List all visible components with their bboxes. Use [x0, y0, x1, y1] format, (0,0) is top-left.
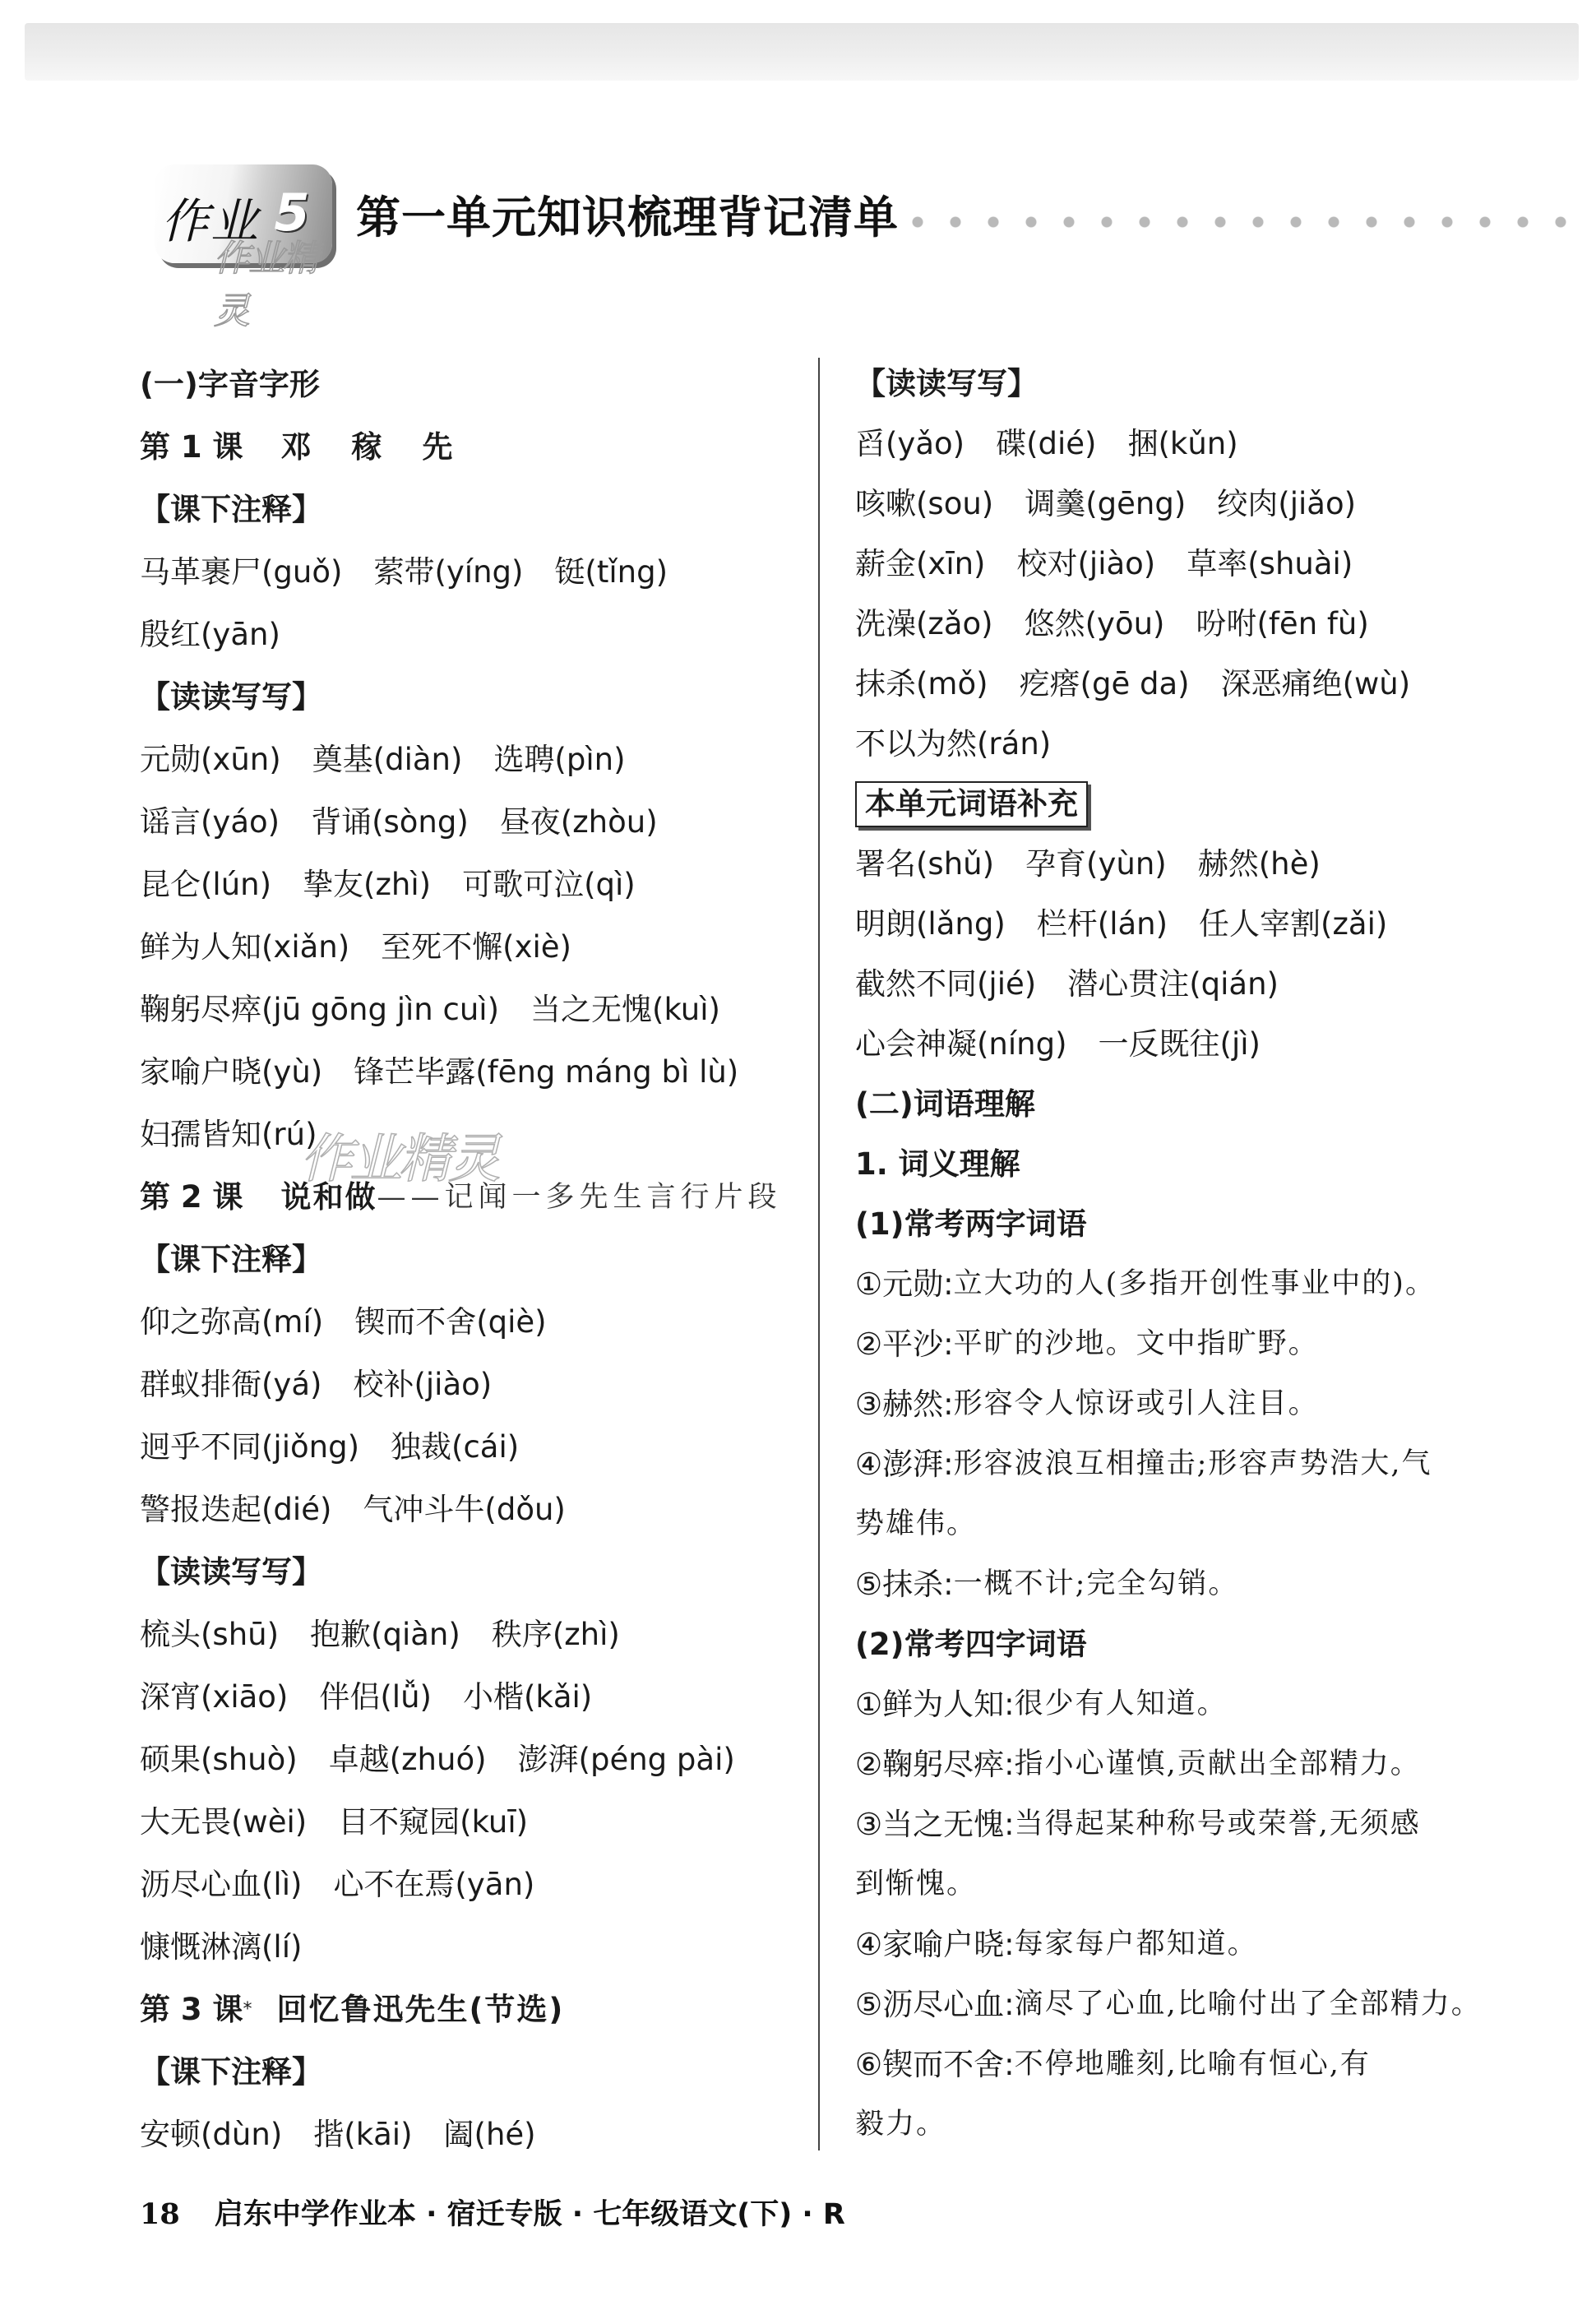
vocab-entry: 铤(tǐng): [554, 554, 668, 590]
definition-row: [855, 1254, 1513, 1314]
definition-text: 指小心谨慎,贡献出全部精力。: [1014, 1748, 1421, 1780]
definition-text: 势雄伟。: [855, 1507, 978, 1540]
right-column: [855, 354, 1513, 2155]
vocab-entry: 孕育(yùn): [1025, 846, 1167, 882]
definition-row: [855, 2035, 1513, 2095]
vocab-row: [140, 729, 822, 791]
vocab-entry: 吩咐(fēn fù): [1196, 606, 1369, 641]
definition-term: ②平沙:: [855, 1326, 954, 1362]
footer-book-title: 启东中学作业本 · 宿迁专版 · 七年级语文(下) · R: [214, 2198, 845, 2231]
badge-number: 5: [274, 183, 310, 243]
definition-text: 到惭愧。: [855, 1868, 978, 1900]
vocab-entry: 挚友(zhì): [303, 867, 432, 902]
vocab-entry: 群蚁排衙(yá): [140, 1367, 322, 1402]
vocab-entry: 鲜为人知(xiǎn): [140, 929, 350, 965]
vocab-entry: 谣言(yáo): [140, 804, 280, 840]
vocab-entry: 疙瘩(gē da): [1019, 666, 1190, 701]
definition-text: 每家每户都知道。: [1014, 1928, 1258, 1960]
vocab-row: [855, 474, 1513, 534]
vocab-entry: 任人宰割(zǎi): [1199, 906, 1388, 942]
page-number: 18: [140, 2197, 180, 2231]
vocab-entry: 揩(kāi): [313, 2117, 413, 2152]
vocab-entry: 澎湃(péng pài): [517, 1742, 735, 1777]
vocab-row: [140, 541, 822, 604]
vocab-entry: 当之无愧(kuì): [530, 992, 720, 1027]
vocab-entry: 马革裹尸(guǒ): [140, 554, 343, 590]
badge-word: 作业: [161, 193, 261, 249]
definition-text: 当得起某种称号或荣誉,无须感: [1014, 1808, 1421, 1840]
vocab-entry: 家喻户晓(yù): [140, 1054, 323, 1090]
vocab-entry: 昆仑(lún): [140, 867, 272, 902]
definition-term: ①元勋:: [855, 1266, 954, 1302]
subsection-label: 【读读写写】: [140, 679, 322, 715]
vocab-entry: 鞠躬尽瘁(jū gōng jìn cuì): [140, 992, 500, 1027]
subsection-title-line: [855, 1614, 1513, 1674]
vocab-entry: 仰之弥高(mí): [140, 1304, 324, 1340]
definition-row-cont: [855, 1494, 1513, 1554]
vocab-entry: 奠基(diàn): [312, 742, 463, 777]
subsection-label-line: [140, 479, 822, 541]
vocab-entry: 殷红(yān): [140, 617, 280, 652]
vocab-entry: 草率(shuài): [1187, 546, 1353, 581]
definition-text: 不停地雕刻,比喻有恒心,有: [1014, 2048, 1371, 2081]
definition-row: [855, 1314, 1513, 1374]
subsection-label-line: [140, 2041, 822, 2104]
subsection-label-line: [140, 1229, 822, 1291]
vocab-entry: 硕果(shuò): [140, 1742, 298, 1777]
subsection-label: 【课下注释】: [140, 492, 322, 527]
page-header: [155, 164, 1585, 332]
vocab-entry: 昼夜(zhòu): [499, 804, 658, 840]
vocab-entry: 阖(hé): [443, 2117, 536, 2152]
definition-term: ③赫然:: [855, 1386, 954, 1422]
vocab-row: [140, 1604, 822, 1666]
vocab-entry: 明朗(lǎng): [855, 906, 1006, 942]
vocab-entry: 秩序(zhì): [491, 1617, 620, 1652]
vocab-entry: 碟(dié): [996, 426, 1097, 461]
definition-row: [855, 1914, 1513, 1974]
lesson-title: 说和做: [280, 1179, 377, 1215]
decorative-dots: [899, 212, 1581, 232]
vocab-row: [140, 791, 822, 854]
vocab-row: [140, 1729, 822, 1791]
definition-text: 滴尽了心血,比喻付出了全部精力。: [1014, 1988, 1482, 2021]
vocab-entry: 抹杀(mǒ): [855, 666, 988, 701]
definition-text: 平旷的沙地。文中指旷野。: [953, 1327, 1319, 1360]
vocab-entry: 潜心贯注(qián): [1067, 966, 1279, 1002]
vocab-row: [140, 1416, 822, 1479]
homework-badge: [155, 164, 332, 332]
definition-text: 一概不计;完全勾销。: [953, 1567, 1239, 1600]
vocab-row: [140, 604, 822, 666]
definition-text: 立大功的人(多指开创性事业中的)。: [953, 1267, 1436, 1300]
section-title: (一)字音字形: [140, 367, 320, 402]
vocab-entry: 独裁(cái): [391, 1429, 520, 1465]
vocab-row: [140, 2104, 822, 2166]
subsection-title: (2)常考四字词语: [855, 1627, 1087, 1662]
definition-term: ③当之无愧:: [855, 1807, 1015, 1842]
subsection-title: 1. 词义理解: [855, 1146, 1020, 1182]
vocab-entry: 调羹(gēng): [1025, 486, 1187, 521]
vocab-entry: 锋芒毕露(fēng máng bì lù): [354, 1054, 739, 1090]
subsection-label: 【课下注释】: [140, 2054, 322, 2090]
definition-term: ④澎湃:: [855, 1447, 954, 1482]
vocab-row: [140, 916, 822, 979]
definition-row: [855, 1434, 1513, 1494]
vocab-entry: 不以为然(rán): [855, 726, 1052, 762]
definition-row: [855, 1374, 1513, 1434]
section-title: (二)词语理解: [855, 1086, 1035, 1122]
vocab-entry: 大无畏(wèi): [140, 1804, 308, 1840]
subsection-title-line: [855, 1134, 1513, 1194]
vocab-row: [140, 1479, 822, 1541]
vocab-entry: 栏杆(lán): [1036, 906, 1168, 942]
subsection-label: 【读读写写】: [140, 1554, 322, 1590]
subsection-label-line: [855, 354, 1513, 414]
vocab-entry: 至死不懈(xiè): [381, 929, 571, 965]
definition-term: ①鲜为人知:: [855, 1687, 1015, 1722]
lesson-title: 回忆鲁迅先生(节选): [276, 1992, 565, 2027]
lesson-label: 第 1 课: [140, 429, 243, 465]
vocab-entry: 梳头(shū): [140, 1617, 280, 1652]
definition-row-cont: [855, 2095, 1513, 2155]
subsection-label-line: [140, 666, 822, 729]
vocab-entry: 目不窥园(kuī): [338, 1804, 529, 1840]
watermark-logo: 作业精灵: [214, 238, 317, 332]
vocab-row: [855, 414, 1513, 474]
definition-row: [855, 1734, 1513, 1794]
vocab-entry: 安顿(dùn): [140, 2117, 283, 2152]
definition-row: [855, 1974, 1513, 2035]
vocab-entry: 捆(kǔn): [1127, 426, 1238, 461]
left-column: [140, 354, 822, 2166]
vocab-entry: 选聘(pìn): [493, 742, 626, 777]
vocab-entry: 截然不同(jié): [855, 966, 1037, 1002]
vocab-entry: 小楷(kǎi): [462, 1679, 593, 1715]
definition-row: [855, 1794, 1513, 1854]
vocab-entry: 伴侣(lǚ): [319, 1679, 432, 1715]
vocab-entry: 一反既往(jì): [1098, 1026, 1261, 1062]
vocab-entry: 抱歉(qiàn): [310, 1617, 460, 1652]
vocab-entry: 卓越(zhuó): [328, 1742, 487, 1777]
definition-term: ⑥锲而不舍:: [855, 2047, 1015, 2082]
vocab-entry: 赫然(hè): [1197, 846, 1321, 882]
definition-term: ⑤沥尽心血:: [855, 1987, 1015, 2022]
vocab-entry: 心会神凝(níng): [855, 1026, 1067, 1062]
vocab-entry: 气冲斗牛(dǒu): [363, 1492, 566, 1527]
vocab-entry: 沥尽心血(lì): [140, 1867, 303, 1902]
vocab-row: [855, 954, 1513, 1014]
vocab-entry: 洗澡(zǎo): [855, 606, 993, 641]
subsection-title: (1)常考两字词语: [855, 1206, 1087, 1242]
lesson-title: 邓 稼 先: [280, 429, 458, 465]
vocab-entry: 薪金(xīn): [855, 546, 986, 581]
vocab-entry: 可歌可泣(qì): [462, 867, 636, 902]
definition-row: [855, 1674, 1513, 1734]
vocab-entry: 元勋(xūn): [140, 742, 281, 777]
subsection-label: 【读读写写】: [855, 366, 1038, 401]
subsection-title-line: [855, 1194, 1513, 1254]
lesson-heading: [140, 416, 822, 479]
vocab-entry: 妇孺皆知(rú): [140, 1117, 317, 1152]
vocab-entry: 绞肉(jiǎo): [1217, 486, 1357, 521]
vocab-entry: 咳嗽(sou): [855, 486, 994, 521]
vocab-row: [855, 594, 1513, 654]
vocab-entry: 背诵(sòng): [311, 804, 469, 840]
definition-term: ④家喻户晓:: [855, 1927, 1015, 1962]
lesson-subtitle: ——记闻一多先生言行片段: [377, 1181, 782, 1214]
vocab-entry: 校对(jiào): [1016, 546, 1156, 581]
vocab-row: [855, 1014, 1513, 1074]
vocab-entry: 悠然(yōu): [1024, 606, 1165, 641]
vocab-entry: 舀(yǎo): [855, 426, 965, 461]
page-title: 第一单元知识梳理背记清单: [356, 192, 899, 243]
lesson-label: 第 2 课: [140, 1179, 243, 1215]
vocab-entry: 校补(jiào): [353, 1367, 493, 1402]
vocab-row: [855, 714, 1513, 774]
scan-edge: [25, 23, 1579, 81]
vocab-row: [140, 1666, 822, 1729]
supplement-label: 本单元词语补充: [855, 781, 1088, 827]
subsection-label: 【课下注释】: [140, 1242, 322, 1277]
vocab-entry: 迥乎不同(jiǒng): [140, 1429, 360, 1465]
definition-text: 很少有人知道。: [1014, 1687, 1228, 1720]
definition-text: 毅力。: [855, 2108, 947, 2141]
vocab-entry: 锲而不舍(qiè): [354, 1304, 547, 1340]
vocab-entry: 深宵(xiāo): [140, 1679, 289, 1715]
vocab-row: [140, 1791, 822, 1854]
section-title-line: [140, 354, 822, 416]
vocab-row: [140, 1854, 822, 1916]
definition-row-cont: [855, 1854, 1513, 1914]
vocab-row: [140, 854, 822, 916]
definition-text: 形容令人惊讶或引人注目。: [953, 1387, 1319, 1420]
vocab-entry: 警报迭起(dié): [140, 1492, 332, 1527]
subsection-label-line: [140, 1541, 822, 1604]
vocab-entry: 深恶痛绝(wù): [1220, 666, 1411, 701]
vocab-row: [140, 1041, 822, 1104]
vocab-row: [140, 979, 822, 1041]
lesson-label: 第 3 课: [140, 1992, 243, 2027]
definition-term: ②鞠躬尽瘁:: [855, 1747, 1015, 1782]
supplement-heading: [855, 774, 1513, 834]
vocab-row: [140, 1291, 822, 1354]
vocab-row: [855, 534, 1513, 594]
vocab-row: [855, 894, 1513, 954]
vocab-row: [855, 654, 1513, 714]
lesson-heading: 第 3 课 * 回忆鲁迅先生(节选): [140, 1979, 822, 2041]
vocab-entry: 慷慨淋漓(lí): [140, 1929, 303, 1965]
vocab-entry: 心不在焉(yān): [333, 1867, 535, 1902]
vocab-entry: 萦带(yíng): [373, 554, 524, 590]
vocab-entry: 署名(shǔ): [855, 846, 995, 882]
definition-text: 形容波浪互相撞击;形容声势浩大,气: [953, 1447, 1432, 1480]
vocab-row: [855, 834, 1513, 894]
definition-term: ⑤抹杀:: [855, 1567, 954, 1602]
definition-row: [855, 1554, 1513, 1614]
section-title-line: [855, 1074, 1513, 1134]
page-footer: [140, 2192, 845, 2233]
vocab-row: [140, 1916, 822, 1979]
watermark-logo: 作业精灵: [300, 1129, 497, 1190]
vocab-row: [140, 1354, 822, 1416]
